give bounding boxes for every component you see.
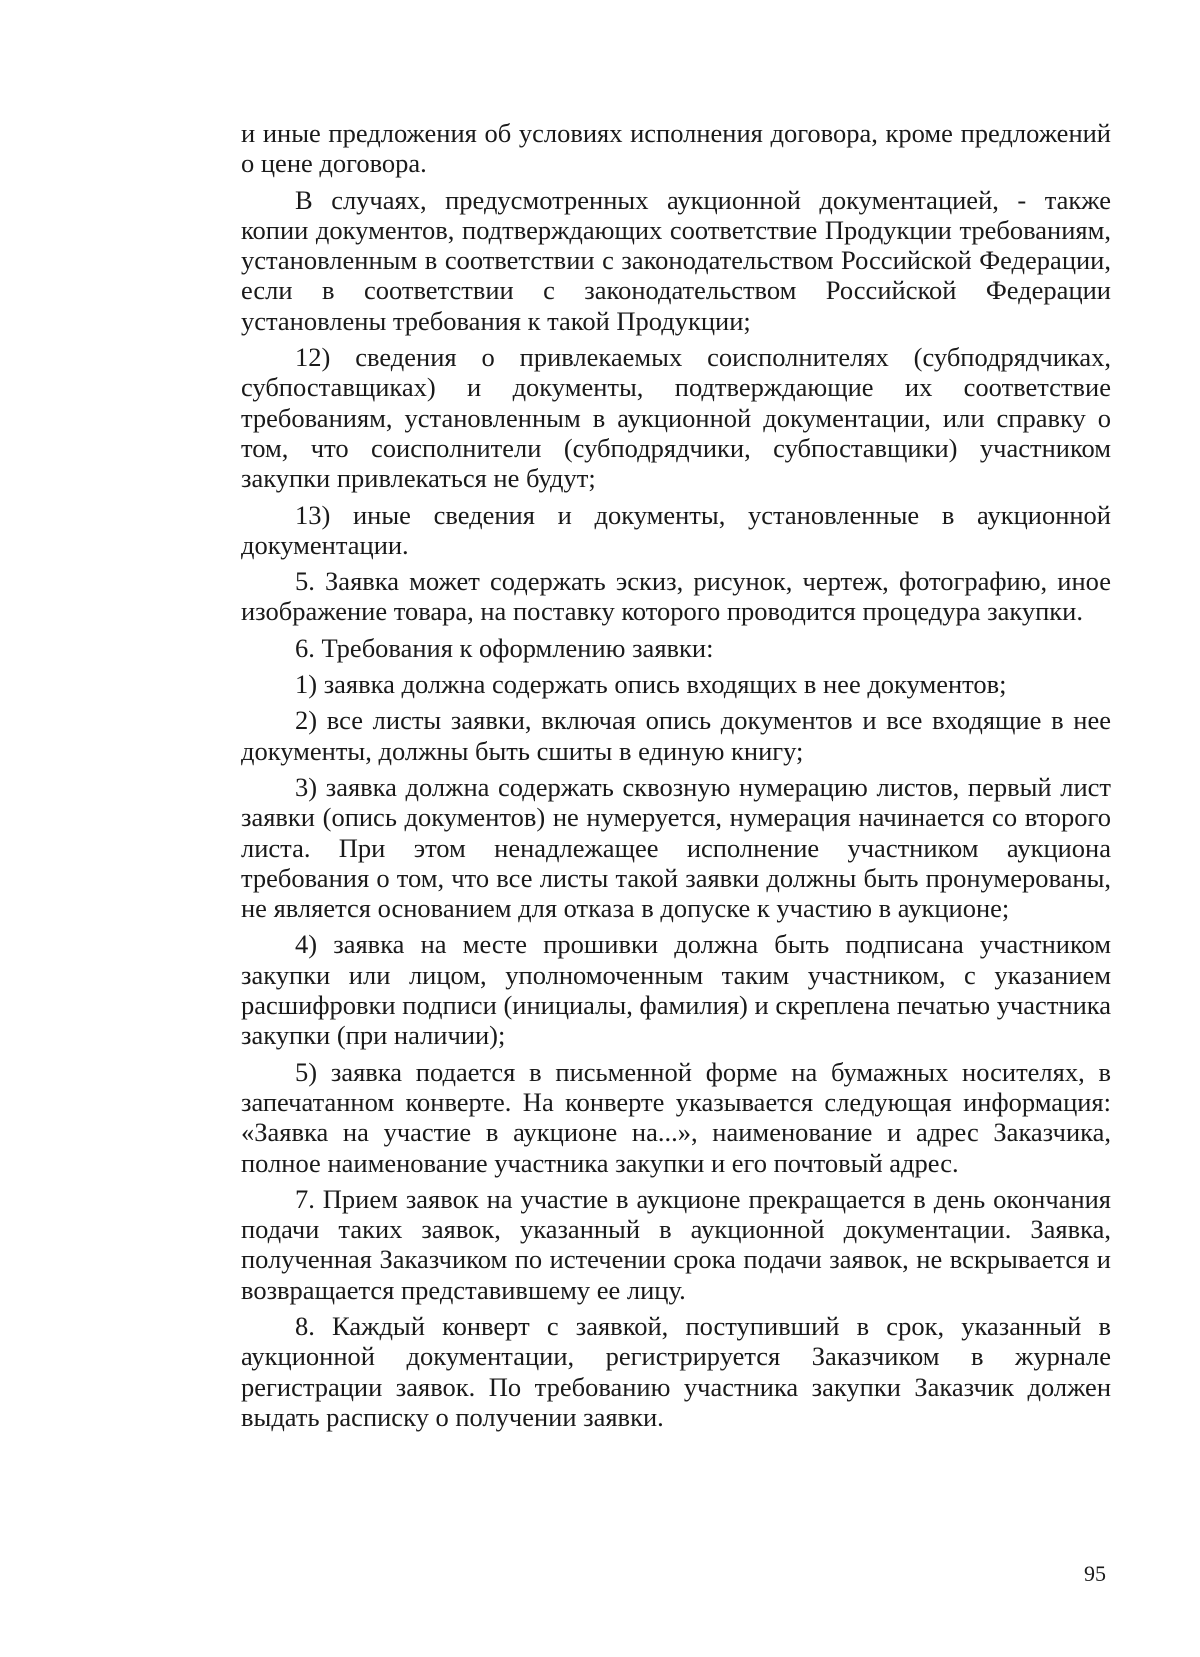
document-body bbox=[241, 118, 1111, 1438]
paragraph-requirement-3: 3) заявка должна содержать сквозную нумерацию листов, первый лист заявки (опись документов) не нумеруется, нумерация начинается со второго листа. При этом ненадлежащее исполнение участником аукциона требования о том, что все листы такой заявки должны быть пронумерованы, не является основанием для отказа в допуске к участию в аукционе; bbox=[241, 771, 1111, 924]
paragraph-section-6: 6. Требования к оформлению заявки: bbox=[295, 632, 714, 663]
paragraph-item-13: 13) иные сведения и документы, установленные в аукционной документации. bbox=[241, 499, 1111, 560]
paragraph-section-8: 8. Каждый конверт с заявкой, поступивший в срок, указанный в аукционной документации, регистрируется Заказчиком в журнале регистрации заявок. По требованию участника закупки Заказчик должен выдать расписку о получении заявки. bbox=[241, 1310, 1111, 1432]
paragraph-requirement-5: 5) заявка подается в письменной форме на бумажных носителях, в запечатанном конверте. На конверте указывается следующая информация: «Заявка на участие в аукционе на...», наименование и адрес Заказчика, полное наименование участника закупки и его почтовый адрес. bbox=[241, 1056, 1111, 1178]
paragraph-requirement-4: 4) заявка на месте прошивки должна быть подписана участником закупки или лицом, уполномоченным таким участником, с указанием расшифровки подписи (инициалы, фамилия) и скреплена печатью участника закупки (при наличии); bbox=[241, 929, 1111, 1051]
paragraph-item-12: 12) сведения о привлекаемых соисполнителях (субподрядчиках, субпоставщиках) и документы, подтверждающие их соответствие требованиям, установленным в аукционной документации, или справку о том, что соисполнители (субподрядчики, субпоставщики) участником закупки привлекаться не будут; bbox=[241, 342, 1111, 494]
page-number: 95 bbox=[1084, 1561, 1106, 1586]
paragraph-requirement-2: 2) все листы заявки, включая опись документов и все входящие в нее документы, должны быть сшиты в единую книгу; bbox=[241, 705, 1111, 766]
paragraph-section-5: 5. Заявка может содержать эскиз, рисунок, чертеж, фотографию, иное изображение товара, на поставку которого проводится процедура закупки. bbox=[241, 566, 1111, 627]
paragraph-continuation: и иные предложения об условиях исполнения договора, кроме предложений о цене договора. bbox=[241, 118, 1111, 179]
paragraph-section-7: 7. Прием заявок на участие в аукционе прекращается в день окончания подачи таких заявок, указанный в аукционной документации. Заявка, полученная Заказчиком по истечении срока подачи заявок, не вскрывается и возвращается представившему ее лицу. bbox=[241, 1183, 1111, 1305]
paragraph-requirement-1: 1) заявка должна содержать опись входящих в нее документов; bbox=[295, 669, 1007, 700]
paragraph-copies-of-documents: В случаях, предусмотренных аукционной документацией, - также копии документов, подтверждающих соответствие Продукции требованиям, установленным в соответствии с законодательством Российской Федерации, если в соответствии с законодательством Российской Федерации установлены требования к такой Продукции; bbox=[241, 184, 1111, 336]
